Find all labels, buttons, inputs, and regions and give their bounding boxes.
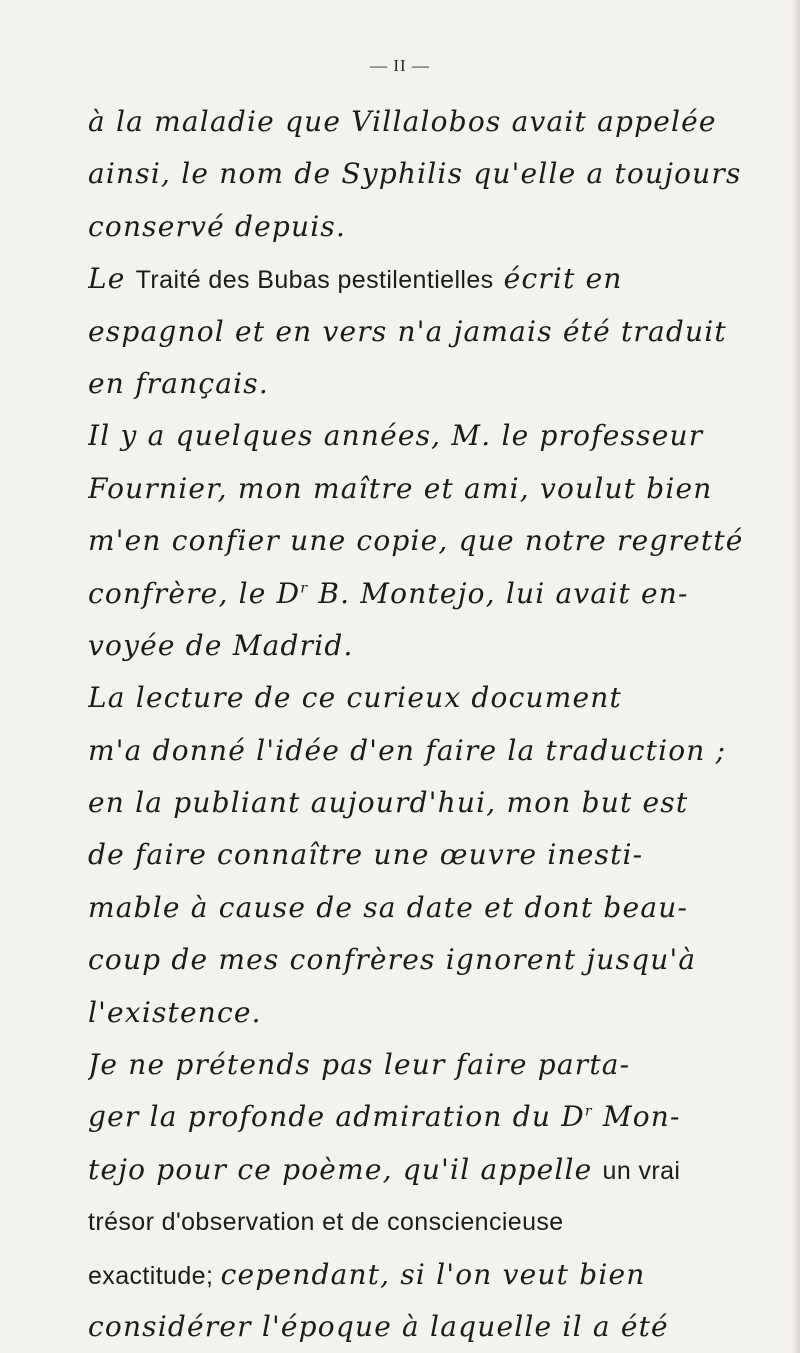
text-line <box>88 1144 748 1196</box>
text-span: Mon- <box>592 1100 681 1134</box>
superscript: r <box>584 1104 593 1121</box>
text-line <box>88 1249 748 1301</box>
page-edge-shadow <box>792 0 800 1353</box>
text-line: Fournier, mon maître et ami, voulut bien <box>88 471 713 505</box>
text-line: trésor d'observation et de consciencieuse <box>88 1208 564 1237</box>
text-line: en la publiant aujourd'hui, mon but est <box>88 786 689 820</box>
text-span: confrère, le D <box>88 576 301 610</box>
text-span: B. Montejo, lui avait en- <box>308 576 689 610</box>
superscript: r <box>300 580 309 597</box>
text-line: considérer l'époque à laquelle il a été <box>88 1309 669 1343</box>
text-line: l'existence. <box>88 995 262 1029</box>
text-span: cependant, si l'on veut bien <box>220 1257 646 1291</box>
text-line: espagnol et en vers n'a jamais été traduit <box>88 314 727 348</box>
text-line: en français. <box>88 366 269 400</box>
page-number: — II — <box>370 56 430 75</box>
text-line: voyée de Madrid. <box>88 628 354 662</box>
text-line <box>88 1091 748 1143</box>
text-line: coup de mes confrères ignorent jusqu'à <box>88 943 697 977</box>
text-line <box>88 568 748 620</box>
text-line: à la maladie que Villalobos avait appelée <box>88 105 717 138</box>
text-line: ainsi, le nom de Syphilis qu'elle a toujours <box>88 157 742 191</box>
text-line: conservé depuis. <box>88 209 347 243</box>
text-line: de faire connaître une œuvre inesti- <box>88 838 644 872</box>
text-line: mable à cause de sa date et dont beau- <box>88 890 689 924</box>
text-line: Il y a quelques années, M. le professeur <box>88 419 704 453</box>
text-line: Je ne prétends pas leur faire parta- <box>88 1048 631 1082</box>
text-line: m'en confier une copie, que notre regretté <box>88 524 744 558</box>
text-line: m'a donné l'idée d'en faire la traduction ; <box>88 733 727 767</box>
text-span: ger la profonde admiration du D <box>88 1100 585 1134</box>
title-roman: Traité des Bubas pestilentielles <box>135 266 494 295</box>
roman-span: un vrai <box>602 1156 681 1185</box>
body-text <box>88 96 748 1353</box>
text-span: Le <box>88 262 136 296</box>
text-span: écrit en <box>493 262 623 296</box>
text-line <box>88 253 748 305</box>
roman-span: exactitude; <box>88 1261 221 1290</box>
text-span: tejo pour ce poème, qu'il appelle <box>88 1152 603 1186</box>
text-line: La lecture de ce curieux document <box>88 681 622 715</box>
